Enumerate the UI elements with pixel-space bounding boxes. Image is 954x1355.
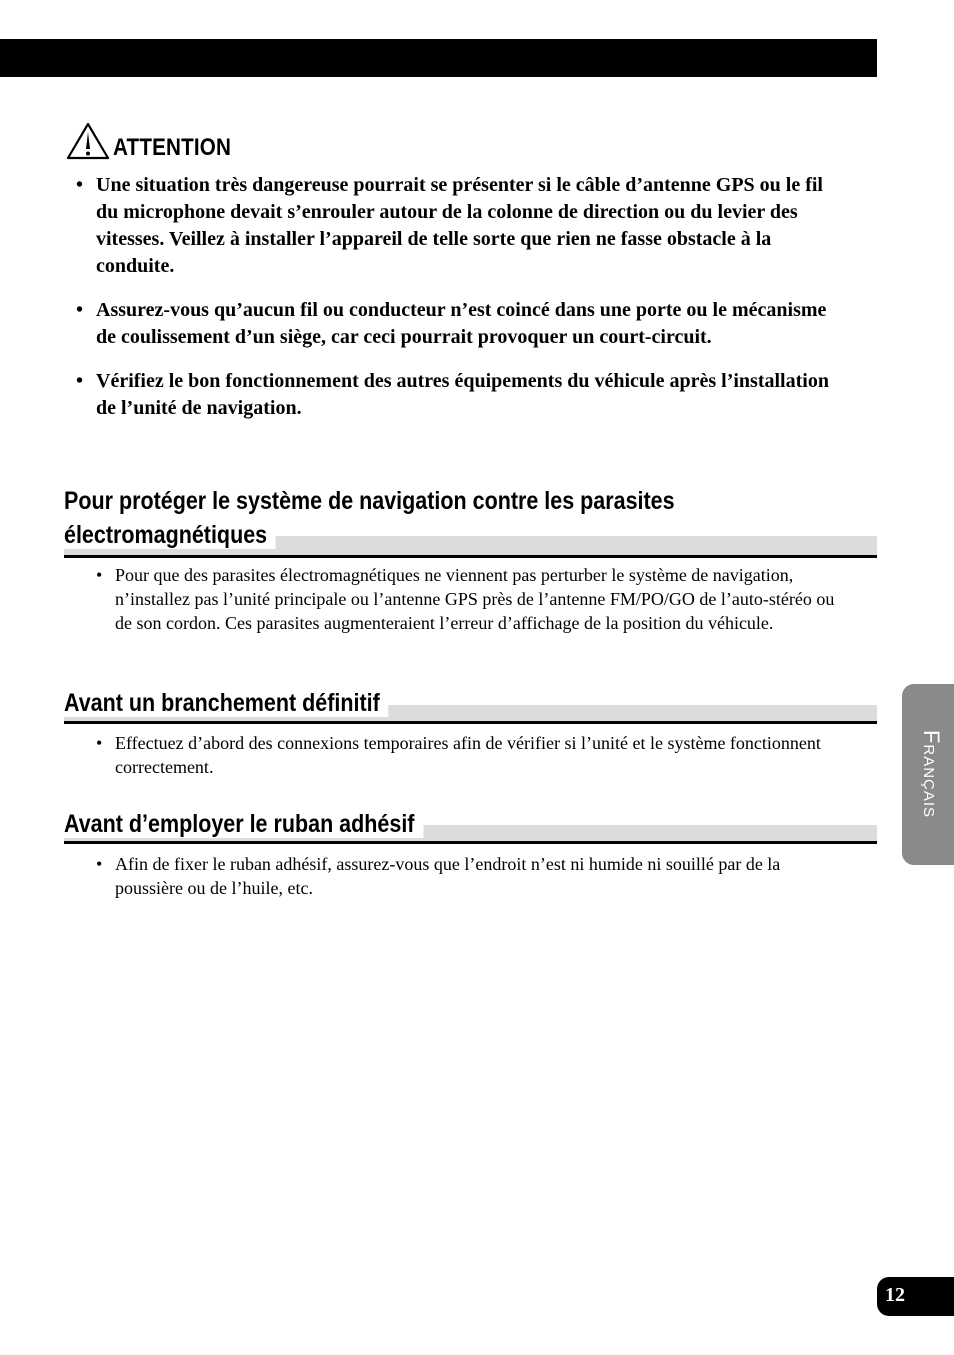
- bullet: •: [96, 565, 103, 585]
- warning-triangle-icon: [66, 121, 110, 161]
- list-item: [96, 731, 848, 779]
- bullet: •: [96, 854, 103, 874]
- list-item: [96, 563, 848, 635]
- page-number-tab: [877, 1277, 954, 1316]
- attention-heading: [66, 117, 250, 161]
- list-item-text: Pour que des parasites électromagnétiques ne viennent pas perturber le système de navigation, n’installez pas l’unité principale ou l’antenne GPS près de l’antenne FM/PO/GO de l’auto-stéréo ou de son cordon. Ces parasites augmenteraient l’erreur d’affichage de la position du véhicule.: [115, 565, 835, 633]
- section-title-line1: Pour protéger le système de navigation contre les parasites: [64, 487, 675, 515]
- section-list: [96, 731, 848, 779]
- list-item: [76, 368, 848, 422]
- bullet: •: [76, 174, 84, 196]
- page-number: 12: [885, 1284, 905, 1306]
- section-title: Avant un branchement définitif: [64, 686, 388, 720]
- section-title-line2: électromagnétiques: [64, 518, 276, 552]
- list-item-text: Une situation très dangereuse pourrait se présenter si le câble d’antenne GPS ou le fil du microphone devait s’enrouler autour de la colonne de direction ou du levier des vitesses. Veillez à installer l’appareil de telle sorte que rien ne fasse obstacle à la conduite.: [96, 174, 823, 277]
- list-item: [76, 297, 848, 351]
- bullet: •: [76, 299, 84, 321]
- bullet: •: [96, 733, 103, 753]
- attention-title: ATTENTION: [113, 134, 232, 161]
- attention-list: [76, 172, 848, 439]
- language-tab: [902, 684, 954, 865]
- section-list: [96, 852, 848, 900]
- list-item-text: Effectuez d’abord des connexions temporaires afin de vérifier si l’unité et le système fonctionnent correctement.: [115, 733, 821, 777]
- list-item: [96, 852, 848, 900]
- list-item: [76, 172, 848, 280]
- language-tab-label: Français: [919, 729, 944, 819]
- header-bar: [0, 39, 877, 77]
- bullet: •: [76, 370, 84, 392]
- section-list: [96, 563, 848, 635]
- section-title: Avant d’employer le ruban adhésif: [64, 807, 423, 841]
- list-item-text: Afin de fixer le ruban adhésif, assurez-vous que l’endroit n’est ni humide ni souillé par de la poussière ou de l’huile, etc.: [115, 854, 781, 898]
- list-item-text: Assurez-vous qu’aucun fil ou conducteur n’est coincé dans une porte ou le mécanisme de coulissement d’un siège, car ceci pourrait provoquer un court-circuit.: [96, 299, 827, 348]
- list-item-text: Vérifiez le bon fonctionnement des autres équipements du véhicule après l’installation de l’unité de navigation.: [96, 370, 829, 419]
